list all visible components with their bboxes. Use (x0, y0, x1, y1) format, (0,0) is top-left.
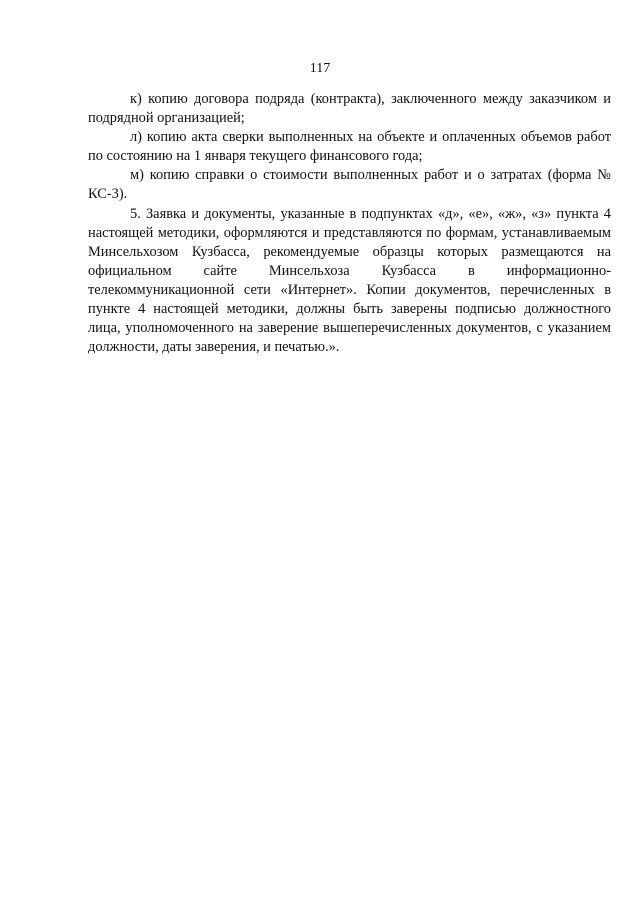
paragraph-m: м) копию справки о стоимости выполненных работ и о затратах (форма № КС-3). (88, 167, 611, 203)
page-number: 117 (309, 61, 331, 76)
paragraph-l: л) копию акта сверки выполненных на объекте и оплаченных объемов работ по состоянию на 1 января текущего финансового года; (88, 129, 611, 165)
paragraph-5: 5. Заявка и документы, указанные в подпунктах «д», «е», «ж», «з» пункта 4 настоящей методики, оформляются и представляются по формам, устанавливаемым Минсельхозом Кузбасса, рекомендуемые образцы которых размещаются на официальном сайте Минсельхоза Кузбасса в информационно-телекоммуникационной сети «Интернет». Копии документов, перечисленных в пункте 4 настоящей методики, должны быть заверены подписью должностного лица, уполномоченного на заверение вышеперечисленных документов, с указанием должности, даты заверения, и печатью.». (88, 205, 611, 356)
paragraph-k: к) копию договора подряда (контракта), заключенного между заказчиком и подрядной организацией; (88, 91, 611, 127)
document-body (88, 90, 611, 357)
